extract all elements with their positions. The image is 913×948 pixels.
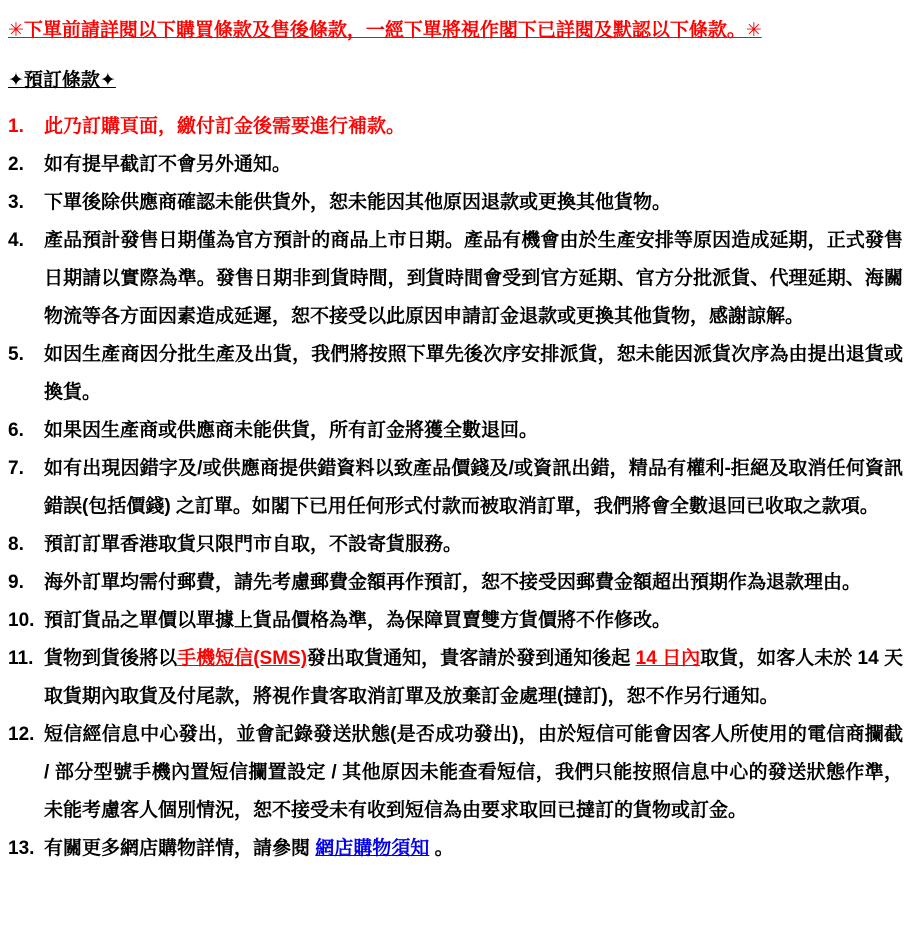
list-item <box>8 526 903 564</box>
item-number: 6. <box>8 420 24 441</box>
item-text <box>44 146 903 184</box>
item-number: 12. <box>8 724 35 745</box>
item-number: 13. <box>8 838 35 859</box>
text-segment: 手機短信(SMS) <box>177 648 308 669</box>
text-segment: 預訂訂單香港取貨只限門市自取，不設寄貨服務。 <box>44 534 463 555</box>
text-segment: 14 日內 <box>635 648 701 669</box>
item-text <box>44 602 903 640</box>
list-item <box>8 412 903 450</box>
list-item <box>8 450 903 526</box>
list-item <box>8 640 903 716</box>
list-item <box>8 108 903 146</box>
text-segment: 取貨，如客人未於 14 天取貨期內取貨及付尾款，將視作貴客取消訂單及放棄訂金處理(撻訂)，恕不作另行通知。 <box>44 648 903 707</box>
text-segment: 如果因生產商或供應商未能供貨，所有訂金將獲全數退回。 <box>44 420 539 441</box>
item-number: 11. <box>8 648 34 669</box>
preorder-terms-section-title: ✦預訂條款✦ <box>8 70 116 91</box>
list-item <box>8 830 903 868</box>
text-segment: 。 <box>429 838 454 859</box>
text-segment: 下單後除供應商確認未能供貨外，恕未能因其他原因退款或更換其他貨物。 <box>44 192 672 213</box>
item-text <box>44 108 903 146</box>
item-number: 9. <box>8 572 24 593</box>
text-segment: 產品預計發售日期僅為官方預計的商品上市日期。產品有機會由於生產安排等原因造成延期，正式發售日期請以實際為準。發售日期非到貨時間，到貨時間會受到官方延期、官方分批派貨、代理延期、海關物流等各方面因素造成延遲，恕不接受以此原因申請訂金退款或更換其他貨物，感謝諒解。 <box>44 230 903 327</box>
item-text <box>44 526 903 564</box>
item-number: 1. <box>8 116 24 137</box>
item-number: 10. <box>8 610 35 631</box>
purchase-notice-title: ✳下單前請詳閱以下購買條款及售後條款，一經下單將視作閣下已詳閱及默認以下條款。✳ <box>8 20 762 41</box>
item-number: 2. <box>8 154 24 175</box>
item-text <box>44 450 903 526</box>
text-segment: 此乃訂購頁面，繳付訂金後需要進行補款。 <box>44 116 406 137</box>
item-number: 8. <box>8 534 24 555</box>
terms-list <box>8 108 903 868</box>
item-number: 5. <box>8 344 24 365</box>
text-segment: 如因生產商因分批生產及出貨，我們將按照下單先後次序安排派貨，恕未能因派貨次序為由提出退貨或換貨。 <box>44 344 903 403</box>
text-segment: 貨物到貨後將以 <box>44 648 178 669</box>
text-segment: 海外訂單均需付郵費，請先考慮郵費金額再作預訂，恕不接受因郵費金額超出預期作為退款理由。 <box>44 572 862 593</box>
item-text <box>44 716 903 830</box>
item-number: 7. <box>8 458 24 479</box>
item-text <box>44 222 903 336</box>
text-segment: 有關更多網店購物詳情，請參閱 <box>44 838 316 859</box>
item-number: 4. <box>8 230 24 251</box>
text-segment: 如有出現因錯字及/或供應商提供錯資料以致產品價錢及/或資訊出錯，精品有權利-拒絕及取消任何資訊錯誤(包括價錢) 之訂單。如閣下已用任何形式付款而被取消訂單，我們將會全數退回已收取之款項。 <box>44 458 903 517</box>
item-text <box>44 412 903 450</box>
item-text <box>44 336 903 412</box>
text-segment: 如有提早截訂不會另外通知。 <box>44 154 292 175</box>
store-shopping-guide-link[interactable]: 網店購物須知 <box>315 838 430 859</box>
item-text <box>44 564 903 602</box>
text-segment: 預訂貨品之單價以單據上貨品價格為準，為保障買賣雙方貨價將不作修改。 <box>44 610 672 631</box>
list-item <box>8 146 903 184</box>
list-item <box>8 222 903 336</box>
list-item <box>8 336 903 412</box>
list-item <box>8 184 903 222</box>
list-item <box>8 716 903 830</box>
text-segment: 短信經信息中心發出，並會記錄發送狀態(是否成功發出)，由於短信可能會因客人所使用的電信商攔截 / 部分型號手機內置短信攔置設定 / 其他原因未能查看短信，我們只能按照信息中心的發送狀態作準，未能考慮客人個別情況，恕不接受未有收到短信為由要求取回已撻訂的貨物或訂金。 <box>44 724 903 821</box>
text-segment: 發出取貨通知，貴客請於發到通知後起 <box>307 648 636 669</box>
list-item <box>8 564 903 602</box>
item-text <box>44 640 903 716</box>
item-text <box>44 830 903 868</box>
item-number: 3. <box>8 192 24 213</box>
item-text <box>44 184 903 222</box>
list-item <box>8 602 903 640</box>
